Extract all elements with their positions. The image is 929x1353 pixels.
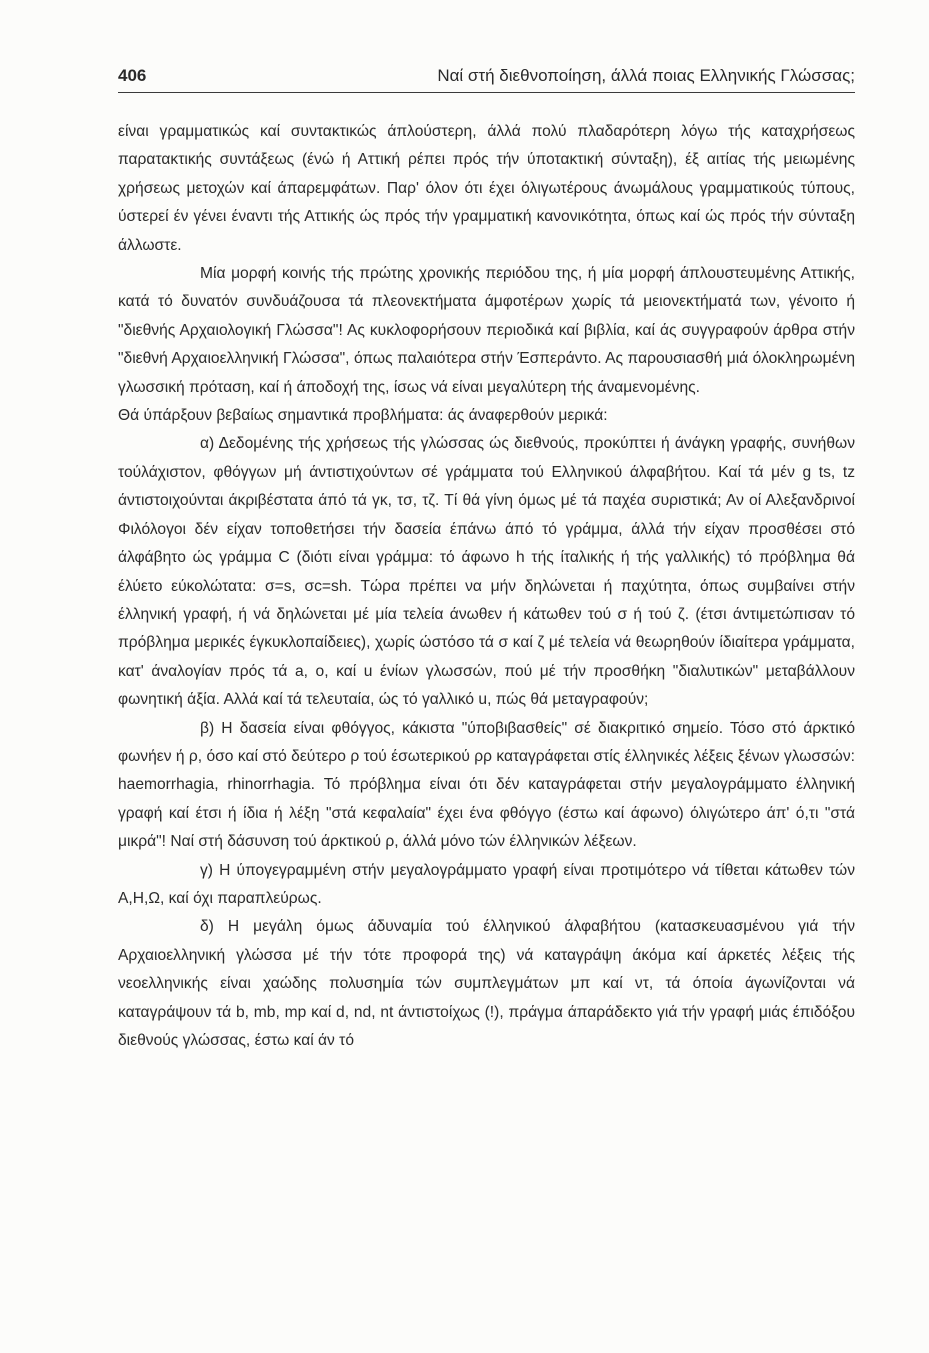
paragraph-item-b: β) Η δασεία είναι φθόγγος, κάκιστα "ύποβιβασθείς" σέ διακριτικό σημείο. Τόσο στό άρκτικό φωνήεν ή ρ, όσο καί στό δεύτερο ρ τού έσωτερικού ρρ καταγράφεται στίς έλληνικές λέξεις ξένων γλωσσών: haemorrhagia, rhinorrhagia. Τό πρόβλημα είναι ότι δέν καταγράφεται στήν μεγαλογράμματο έλληνική γραφή καί έτσι ή ίδια ή λέξη "στά κεφαλαία" έχει ένα φθόγγο (έστω καί άφωνο) όλιγώτερο άπ' ό,τι "στά μικρά"! Ναί στή δάσυνση τού άρκτικού ρ, άλλά μόνο τών έλληνικών λέξεων. (118, 719, 855, 851)
paragraph: Θά ύπάρξουν βεβαίως σημαντικά προβλήματα: άς άναφερθούν μερικά: (118, 407, 608, 425)
paragraph-item-a: α) Δεδομένης τής χρήσεως τής γλώσσας ώς διεθνούς, προκύπτει ή άνάγκη γραφής, συνήθων τούλάχιστον, φθόγγων μή άντιστιχούντων σέ γράμματα τού Ελληνικού άλφαβήτου. Καί τά μέν g ts, tz άντιστοιχούνται άκριβέστατα άπό τά γκ, τσ, τζ. Τί θά γίνη όμως μέ τά παχέα συριστικά; Αν οί Αλεξανδρινοί Φιλόλογοι δέν είχαν τοποθετήσει τήν δασεία έπάνω άπό τό γράμμα, άλλά τήν είχαν προσθέσει στό άλφάβητο ώς γράμμα C (διότι είναι γράμμα: τό άφωνο h τής ίταλικής ή τής γαλλικής) τό πρόβλημα θά έλύετο εύκολώτατα: σ=s, σc=sh. Τώρα πρέπει να μήν δηλώνεται ή παχύτητα, όπως συμβαίνει στήν έλληνική γραφή, ή νά δηλώνεται μέ μία τελεία άνωθεν ή κάτωθεν τού σ ή τού ζ. (έτσι άντιμετώπισαν τό πρόβλημα μερικές έγκυκλοπαίδειες), χωρίς ώστόσο τά σ καί ζ μέ τελεία νά θεωρηθούν ίδιαίτερα γράμματα, κατ' άναλογίαν πρός τά a, o, καί u ένίων γλωσσών, πού μέ τήν προσθήκη "διαλυτικών" μεταβάλλουν φωνητική άξία. Αλλά καί τά τελευταία, ώς τό γαλλικό u, πώς θά μεταγραφούν; (118, 435, 855, 709)
body-text (118, 118, 855, 1055)
paragraph-item-d: δ) Η μεγάλη όμως άδυναμία τού έλληνικού άλφαβήτου (κατασκευασμένου γιά τήν Αρχαιοελληνική γλώσσα μέ τήν τότε προφορά της) νά καταγράψη άκόμα καί άρκετές λέξεις τής νεοελληνικής είναι χαώδης πολυσημία τών συμπλεγμάτων μπ καί ντ, τά όποία άγωνίζονται νά καταγράψουν τά b, mb, mp καί d, nd, nt άντιστοίχως (!), πράγμα άπαράδεκτο γιά τήν γραφή μιάς έπιδόξου διεθνούς γλώσσας, έστω καί άν τό (118, 918, 855, 1049)
paragraph-item-c: γ) Η ύπογεγραμμένη στήν μεγαλογράμματο γραφή είναι προτιμότερο νά τίθεται κάτωθεν τών Α,Η,Ω, καί όχι παραπλεύρως. (118, 861, 855, 907)
paragraph: Μία μορφή κοινής τής πρώτης χρονικής περιόδου της, ή μία μορφή άπλουστευμένης Αττικής, κατά τό δυνατόν συνδυάζουσα τά πλεονεκτήματα άμφοτέρων χωρίς τά μειονεκτήματά των, γένοιτο ή "διεθνής Αρχαιολογική Γλώσσα"! Ας κυκλοφορήσουν περιοδικά καί βιβλία, καί άς συγγραφούν άρθρα στήν "διεθνή Αρχαιοελληνική Γλώσσα", όπως παλαιότερα στήν Έσπεράντο. Ας παρουσιασθή μιά όλοκληρωμένη γλωσσική πρόταση, καί ή άποδοχή της, ίσως νά είναι μεγαλύτερη τής άναμενομένης. (118, 265, 855, 396)
paragraph-continuation: είναι γραμματικώς καί συντακτικώς άπλούστερη, άλλά πολύ πλαδαρότερη λόγω τής καταχρήσεως παρατακτικής συντάξεως (ένώ ή Αττική ρέπει πρός τήν ύποτακτική σύνταξη), έξ αιτίας τής μειωμένης χρήσεως μετοχών καί άπαρεμφάτων. Παρ' όλον ότι έχει όλιγωτέρους άνωμάλους γραμματικούς τύπους, ύστερεί έν γένει έναντι τής Αττικής ώς πρός τήν γραμματική κανονικότητα, όπως καί ώς πρός τήν σύνταξη άλλωστε. (118, 123, 855, 254)
page-header (118, 62, 855, 93)
running-title: Ναί στή διεθνοποίηση, άλλά ποιας Ελληνικής Γλώσσας; (437, 66, 855, 85)
page-number: 406 (118, 66, 147, 85)
